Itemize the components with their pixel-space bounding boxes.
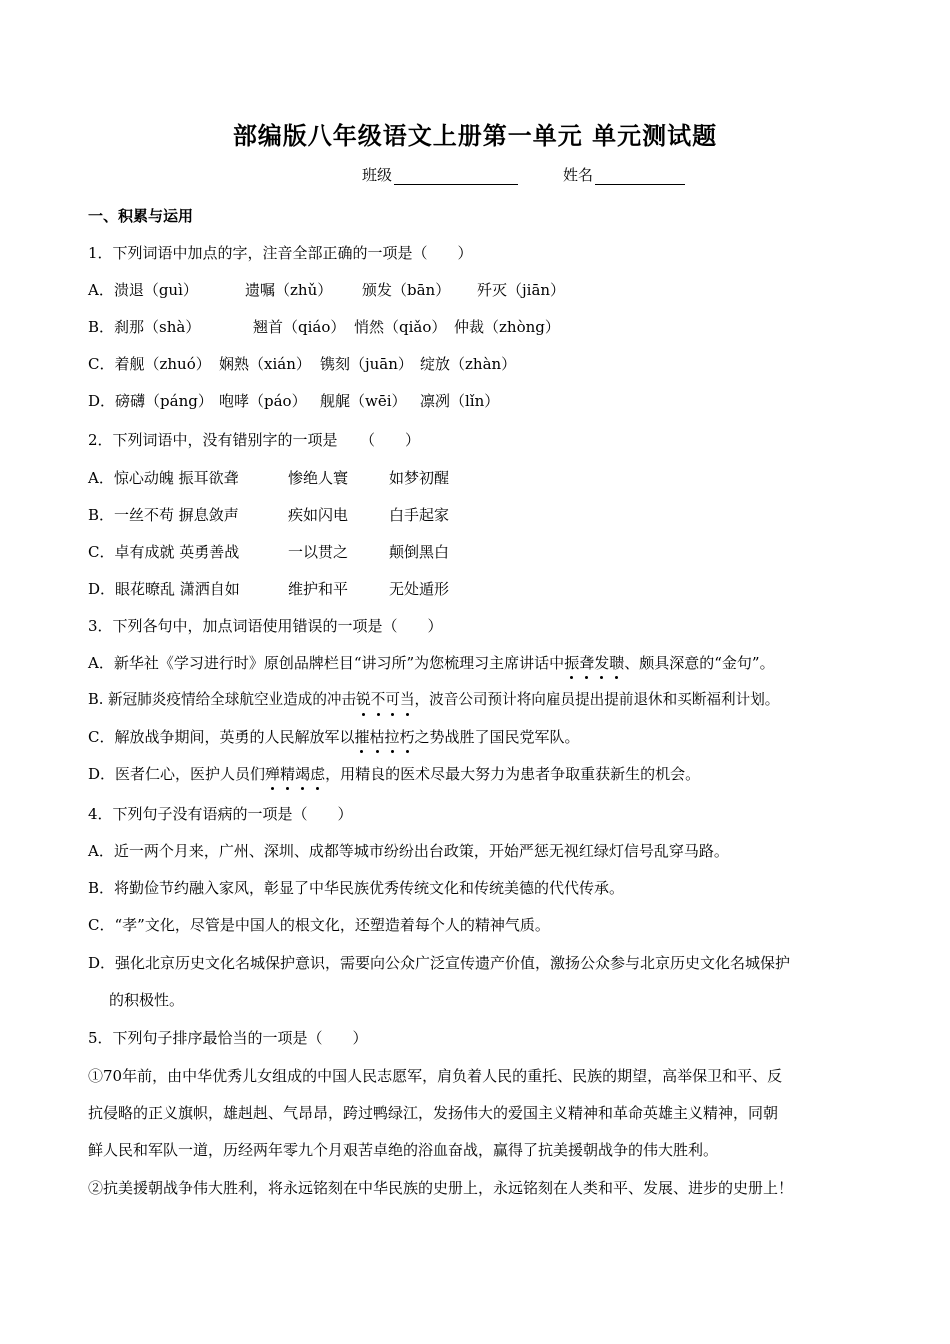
option-text: 遗嘱（zhǔ） — [245, 281, 333, 299]
question-4-stem: 4．下列句子没有语病的一项是（ ） — [88, 805, 353, 823]
option-text: 娴熟（xián） — [219, 355, 311, 373]
option-text: D．磅礴（páng） — [88, 392, 213, 410]
student-info-fields — [362, 164, 685, 185]
dotted-char: 聋 — [579, 654, 595, 672]
dotted-phrase — [564, 654, 624, 672]
option-text: 歼灭（jiān） — [477, 281, 566, 299]
option-text: A．溃退（guì） — [88, 281, 198, 299]
dotted-phrase — [354, 728, 414, 746]
class-label: 班级 — [362, 166, 393, 184]
dotted-char: 聩 — [609, 654, 625, 672]
option-text: 维护和平 — [288, 580, 349, 598]
option-text: 绽放（zhàn） — [420, 355, 517, 373]
option-text: 翘首（qiáo） — [253, 318, 346, 336]
option-text: ，用精良的医术尽最大努力为患者争取重获新生的机会。 — [325, 765, 701, 783]
question-4-option-a: A．近一两个月来，广州、深圳、成都等城市纷纷出台政策，开始严惩无视红绿灯信号乱穿马路。 — [88, 842, 729, 860]
question-4-option-d-cont: 的积极性。 — [109, 991, 185, 1009]
dotted-char: 振 — [564, 654, 580, 672]
dotted-char: 竭 — [295, 765, 311, 783]
option-text: 仲裁（zhòng） — [454, 318, 560, 336]
question-4-option-c: C．“孝”文化，尽管是中国人的根文化，还塑造着每个人的精神气质。 — [88, 916, 550, 934]
dotted-char: 不 — [371, 689, 386, 711]
option-text: 疾如闪电 — [288, 506, 349, 524]
option-text: A．惊心动魄 振耳欲聋 — [88, 469, 239, 487]
option-text: C．着舰（zhuó） — [88, 355, 211, 373]
passage-line: 抗侵略的正义旗帜，雄赳赳、气昂昂，跨过鸭绿江，发扬伟大的爱国主义精神和革命英雄主义精神，同朝 — [88, 1104, 779, 1122]
option-text: 、颇具深意的“金句”。 — [624, 654, 775, 672]
question-3-stem: 3．下列各句中，加点词语使用错误的一项是（ ） — [88, 617, 443, 635]
option-text: 惨绝人寰 — [288, 469, 349, 487]
name-label: 姓名 — [563, 166, 594, 184]
option-text: 如梦初醒 — [389, 469, 450, 487]
page-title: 部编版八年级语文上册第一单元 单元测试题 — [232, 121, 718, 150]
option-text: A．新华社《学习进行时》原创品牌栏目“讲习所”为您梳理习主席讲话中 — [88, 654, 565, 672]
option-text: D．医者仁心，医护人员们 — [88, 765, 266, 783]
question-2-stem: 2．下列词语中，没有错别字的一项是 （ ） — [88, 431, 421, 449]
option-text: C．解放战争期间，英勇的人民解放军以 — [88, 728, 355, 746]
option-text: 无处遁形 — [389, 580, 450, 598]
dotted-phrase — [356, 691, 414, 708]
question-3-option-a — [88, 652, 775, 674]
dotted-char: 可 — [385, 689, 400, 711]
option-text: ，波音公司预计将向雇员提出提前退休和买断福利计划。 — [414, 691, 780, 708]
dotted-char: 拉 — [384, 728, 400, 746]
dotted-char: 锐 — [356, 689, 371, 711]
dotted-char: 当 — [400, 689, 415, 711]
question-3-option-d — [88, 763, 700, 785]
option-text: D．眼花暸乱 潇洒自如 — [88, 580, 240, 598]
option-text: 咆哮（páo） — [219, 392, 307, 410]
option-text: 镌刻（juān） — [320, 355, 413, 373]
passage-line: ①70年前，由中华优秀儿女组成的中国人民志愿军，肩负着人民的重托、民族的期望，高举保卫和平、反 — [88, 1067, 783, 1085]
dotted-char: 枯 — [369, 728, 385, 746]
dotted-char: 摧 — [354, 728, 370, 746]
option-text: B．刹那（shà） — [88, 318, 201, 336]
option-text: B. 新冠肺炎疫情给全球航空业造成的冲击 — [88, 691, 357, 708]
option-text: 颁发（bān） — [362, 281, 451, 299]
option-text: 颠倒黑白 — [389, 543, 450, 561]
option-text: C．卓有成就 英勇善战 — [88, 543, 240, 561]
option-text: 之势战胜了国民党军队。 — [414, 728, 580, 746]
option-text: 凛冽（lǐn） — [420, 392, 500, 410]
name-blank — [595, 168, 685, 185]
passage-line: 鲜人民和军队一道，历经两年零九个月艰苦卓绝的浴血奋战，赢得了抗美援朝战争的伟大胜利。 — [88, 1141, 719, 1159]
section-heading: 一、积累与运用 — [88, 207, 194, 225]
dotted-char: 虑 — [310, 765, 326, 783]
question-4-option-d: D．强化北京历史文化名城保护意识，需要向公众广泛宣传遗产价值，激扬公众参与北京历史文化名城保护 — [88, 954, 791, 972]
option-text: B．一丝不苟 摒息敛声 — [88, 506, 239, 524]
question-3-option-c — [88, 726, 580, 748]
dotted-char: 精 — [280, 765, 296, 783]
question-4-option-b: B．将勤俭节约融入家风，彰显了中华民族优秀传统文化和传统美德的代代传承。 — [88, 879, 625, 897]
option-text: 舰艉（wēi） — [320, 392, 407, 410]
passage-line: ②抗美援朝战争伟大胜利，将永远铭刻在中华民族的史册上，永远铭刻在人类和平、发展、进步的史册上！ — [88, 1179, 794, 1197]
option-text: 一以贯之 — [288, 543, 349, 561]
option-text: 白手起家 — [389, 506, 450, 524]
option-text: 悄然（qiǎo） — [354, 318, 447, 336]
dotted-phrase — [265, 765, 325, 783]
class-blank — [394, 168, 518, 185]
question-1-stem: 1．下列词语中加点的字，注音全部正确的一项是（ ） — [88, 244, 473, 262]
question-3-option-b — [88, 689, 779, 711]
dotted-char: 朽 — [399, 728, 415, 746]
dotted-char: 发 — [594, 654, 610, 672]
dotted-char: 殚 — [265, 765, 281, 783]
question-5-stem: 5．下列句子排序最恰当的一项是（ ） — [88, 1029, 368, 1047]
